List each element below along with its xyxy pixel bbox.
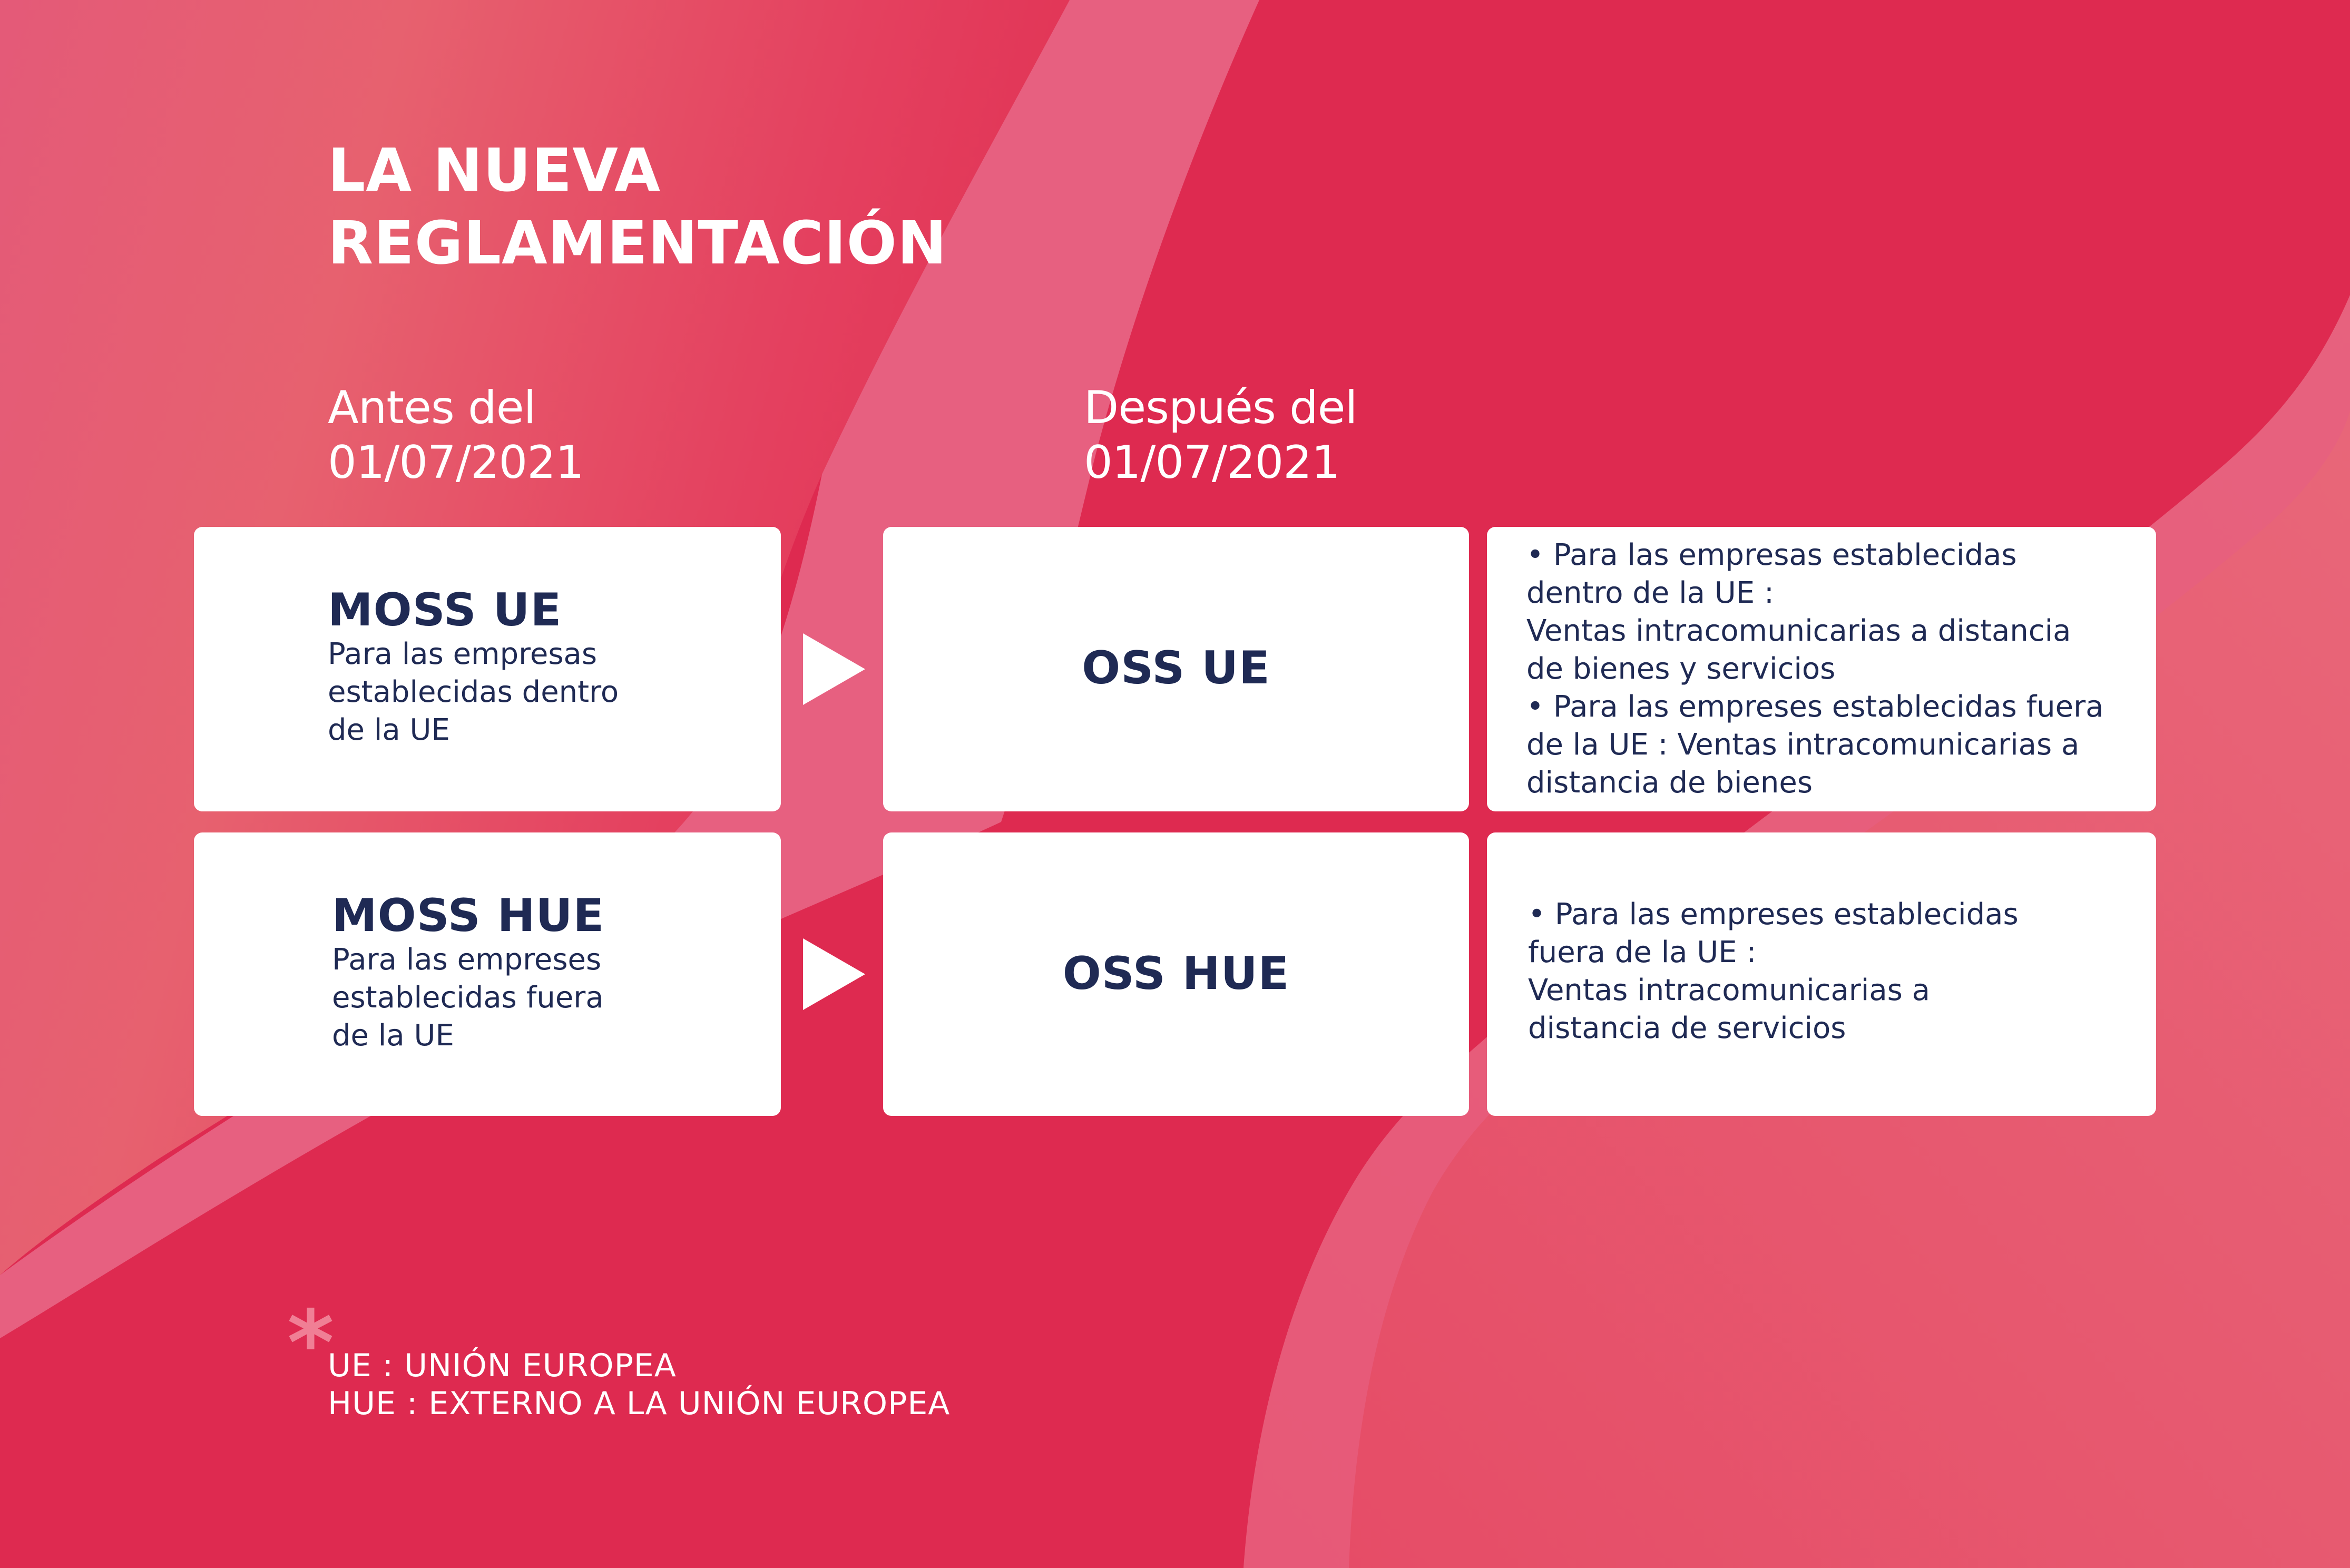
card-oss-hue-title: OSS HUE xyxy=(1062,947,1290,1000)
column-header-before-line1: Antes del xyxy=(328,381,536,434)
card-moss-ue-title: MOSS UE xyxy=(328,584,562,636)
arrow-right-icon xyxy=(803,938,865,1010)
arrow-right-icon xyxy=(803,633,865,705)
column-header-after-line1: Después del xyxy=(1084,381,1357,434)
card-moss-hue xyxy=(194,832,781,1116)
column-header-before-line2: 01/07/2021 xyxy=(328,436,584,489)
card-moss-hue-body xyxy=(332,941,604,1055)
oss-hue-detail-4: distancia de servicios xyxy=(1528,1011,1846,1045)
title-line-2: REGLAMENTACIÓN xyxy=(328,209,947,278)
card-moss-ue-line-2: establecidas dentro xyxy=(328,675,619,709)
oss-ue-detail-1: • Para las empresas establecidas xyxy=(1526,538,2017,572)
asterisk-icon: * xyxy=(287,1291,334,1396)
card-moss-hue-line-2: establecidas fuera xyxy=(332,981,604,1015)
card-moss-hue-title: MOSS HUE xyxy=(332,889,605,942)
footnote-line-1: UE : UNIÓN EUROPEA xyxy=(328,1347,677,1384)
oss-ue-detail-3: Ventas intracomunicarias a distancia xyxy=(1526,614,2071,648)
card-moss-ue-line-1: Para las empresas xyxy=(328,637,598,671)
oss-hue-detail-3: Ventas intracomunicarias a xyxy=(1528,973,1930,1007)
title-line-1: LA NUEVA xyxy=(328,136,661,205)
footnote xyxy=(328,1347,950,1423)
column-header-after-line2: 01/07/2021 xyxy=(1084,436,1340,489)
footnote-line-2: HUE : EXTERNO A LA UNIÓN EUROPEA xyxy=(328,1385,951,1422)
card-moss-ue-body xyxy=(328,635,619,749)
oss-ue-detail-7: distancia de bienes xyxy=(1526,766,1813,800)
card-oss-ue-title: OSS UE xyxy=(1082,642,1270,694)
card-moss-hue-line-3: de la UE xyxy=(332,1018,454,1053)
oss-ue-detail-2: dentro de la UE : xyxy=(1526,576,1774,610)
card-oss-ue-details xyxy=(1487,527,2156,811)
oss-ue-detail-5: • Para las empreses establecidas fuera xyxy=(1526,690,2104,724)
card-moss-hue-line-1: Para las empreses xyxy=(332,943,602,977)
oss-hue-detail-1: • Para las empreses establecidas xyxy=(1528,897,2019,932)
column-header-before xyxy=(328,380,584,490)
oss-ue-details-text xyxy=(1526,536,2103,802)
card-oss-ue xyxy=(883,527,1469,811)
page-title xyxy=(328,134,947,280)
oss-ue-detail-6: de la UE : Ventas intracomunicarias a xyxy=(1526,728,2080,762)
card-oss-hue-details xyxy=(1487,832,2156,1116)
oss-hue-detail-2: fuera de la UE : xyxy=(1528,935,1757,969)
column-header-after xyxy=(1084,380,1357,490)
oss-hue-details-text xyxy=(1528,896,2019,1047)
card-moss-ue xyxy=(194,527,781,811)
oss-ue-detail-4: de bienes y servicios xyxy=(1526,652,1836,686)
card-moss-ue-line-3: de la UE xyxy=(328,713,450,747)
card-oss-hue xyxy=(883,832,1469,1116)
